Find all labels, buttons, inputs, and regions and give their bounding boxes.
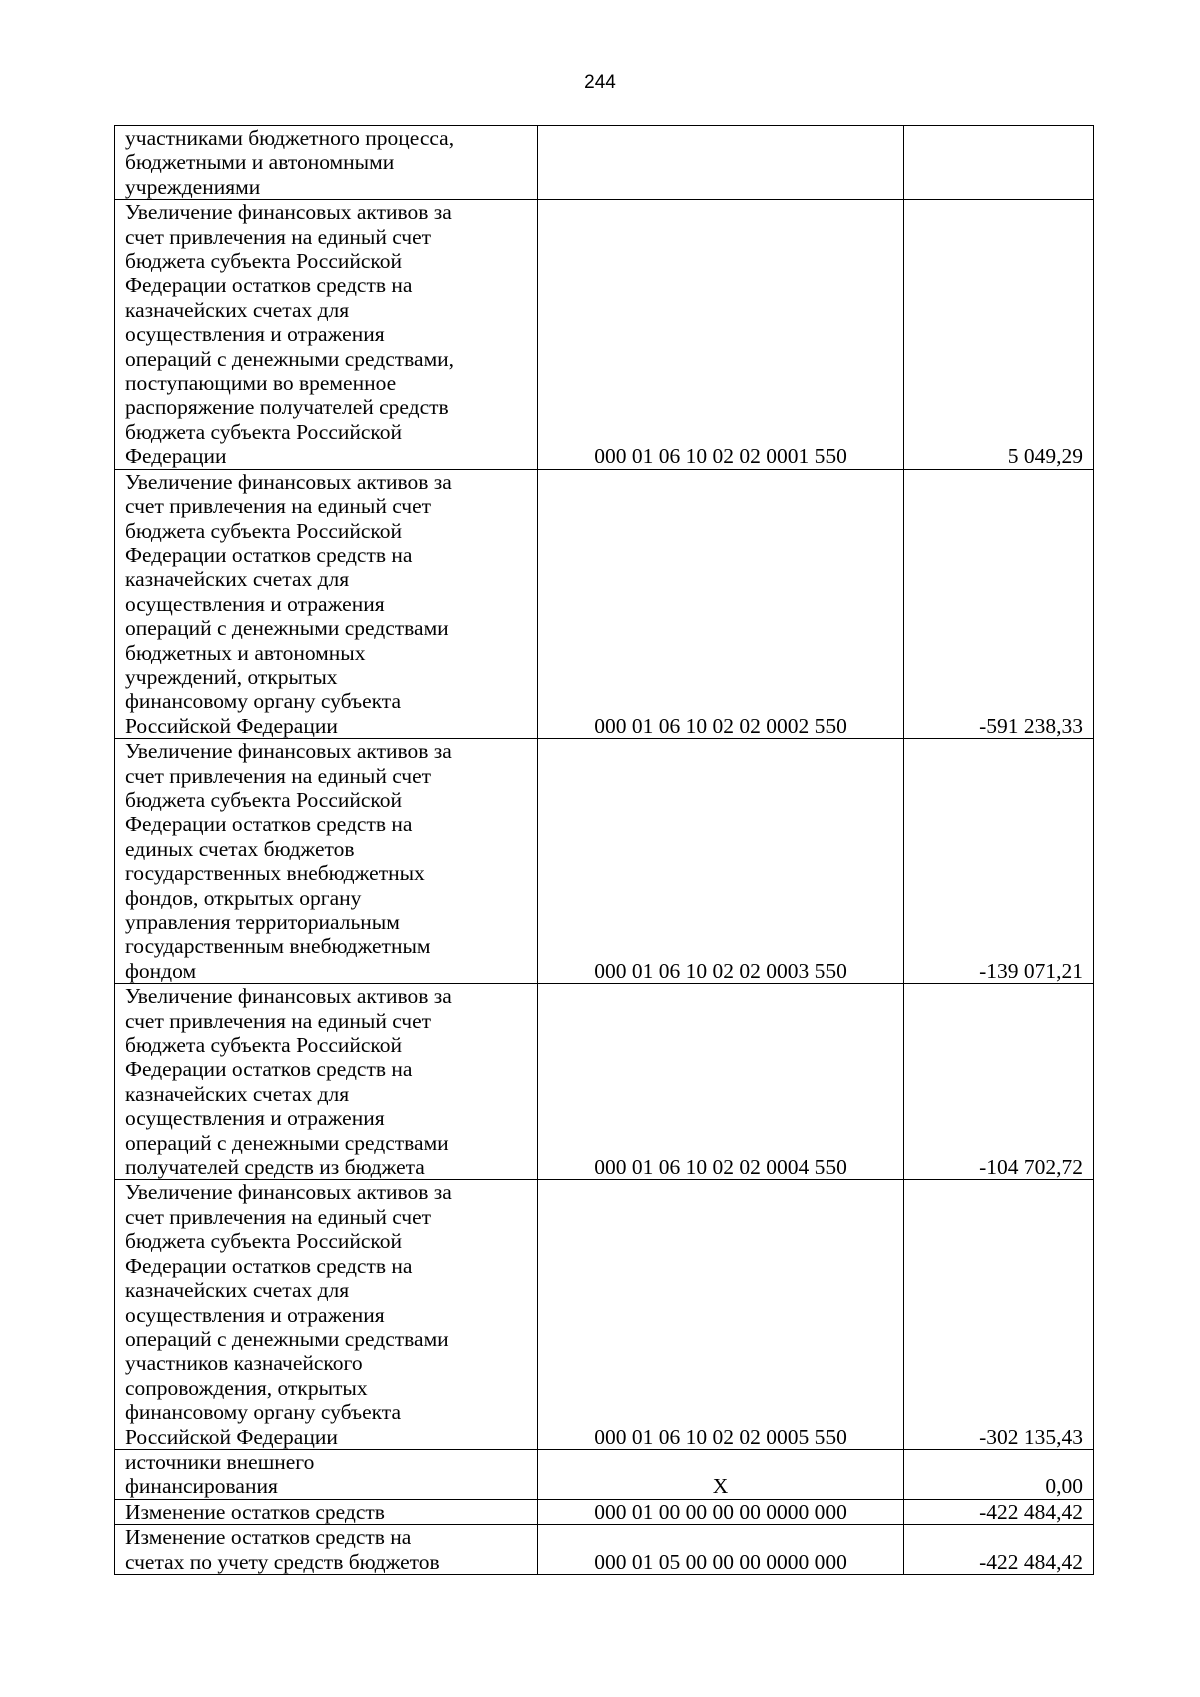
row-code-cell: 000 01 06 10 02 02 0001 550 <box>538 200 904 469</box>
row-name-cell: Увеличение финансовых активов за счет привлечения на единый счет бюджета субъекта Российской Федерации остатков средств на казначейских счетах для осуществления и отражения операций с денежными средствами участников казначейского сопровождения, открытых финансовому органу субъекта Российской Федерации <box>115 1180 538 1449</box>
table-row <box>115 469 1094 738</box>
row-code-cell: 000 01 06 10 02 02 0004 550 <box>538 984 904 1180</box>
table-row <box>115 1499 1094 1524</box>
table-row <box>115 1449 1094 1499</box>
row-code-cell: X <box>538 1449 904 1499</box>
row-amount-cell: 0,00 <box>904 1449 1094 1499</box>
table-row <box>115 984 1094 1180</box>
table-row <box>115 1180 1094 1449</box>
row-code-cell: 000 01 00 00 00 00 0000 000 <box>538 1499 904 1524</box>
row-name-cell: Изменение остатков средств <box>115 1499 538 1524</box>
table-row <box>115 739 1094 984</box>
row-name-cell: Изменение остатков средств на счетах по учету средств бюджетов <box>115 1525 538 1575</box>
row-name-cell: участниками бюджетного процесса, бюджетными и автономными учреждениями <box>115 126 538 200</box>
row-amount-cell: -422 484,42 <box>904 1525 1094 1575</box>
row-amount-cell: -422 484,42 <box>904 1499 1094 1524</box>
row-name-cell: Увеличение финансовых активов за счет привлечения на единый счет бюджета субъекта Российской Федерации остатков средств на единых счетах бюджетов государственных внебюджетных фондов, открытых органу управления территориальным государственным внебюджетным фондом <box>115 739 538 984</box>
row-amount-cell: -302 135,43 <box>904 1180 1094 1449</box>
table-row <box>115 1525 1094 1575</box>
row-amount-cell: -139 071,21 <box>904 739 1094 984</box>
row-code-cell: 000 01 05 00 00 00 0000 000 <box>538 1525 904 1575</box>
row-code-cell <box>538 126 904 200</box>
table-row <box>115 200 1094 469</box>
row-code-cell: 000 01 06 10 02 02 0003 550 <box>538 739 904 984</box>
row-code-cell: 000 01 06 10 02 02 0005 550 <box>538 1180 904 1449</box>
row-name-cell: Увеличение финансовых активов за счет привлечения на единый счет бюджета субъекта Российской Федерации остатков средств на казначейских счетах для осуществления и отражения операций с денежными средствами бюджетных и автономных учреждений, открытых финансовому органу субъекта Российской Федерации <box>115 469 538 738</box>
row-amount-cell: -591 238,33 <box>904 469 1094 738</box>
row-amount-cell <box>904 126 1094 200</box>
row-code-cell: 000 01 06 10 02 02 0002 550 <box>538 469 904 738</box>
table-row <box>115 126 1094 200</box>
row-name-cell: Увеличение финансовых активов за счет привлечения на единый счет бюджета субъекта Российской Федерации остатков средств на казначейских счетах для осуществления и отражения операций с денежными средствами, поступающими во временное распоряжение получателей средств бюджета субъекта Российской Федерации <box>115 200 538 469</box>
row-name-cell: источники внешнего финансирования <box>115 1449 538 1499</box>
sources-financing-table <box>114 125 1094 1575</box>
page-number: 244 <box>584 72 616 93</box>
row-amount-cell: 5 049,29 <box>904 200 1094 469</box>
row-name-cell: Увеличение финансовых активов за счет привлечения на единый счет бюджета субъекта Российской Федерации остатков средств на казначейских счетах для осуществления и отражения операций с денежными средствами получателей средств из бюджета <box>115 984 538 1180</box>
row-amount-cell: -104 702,72 <box>904 984 1094 1180</box>
